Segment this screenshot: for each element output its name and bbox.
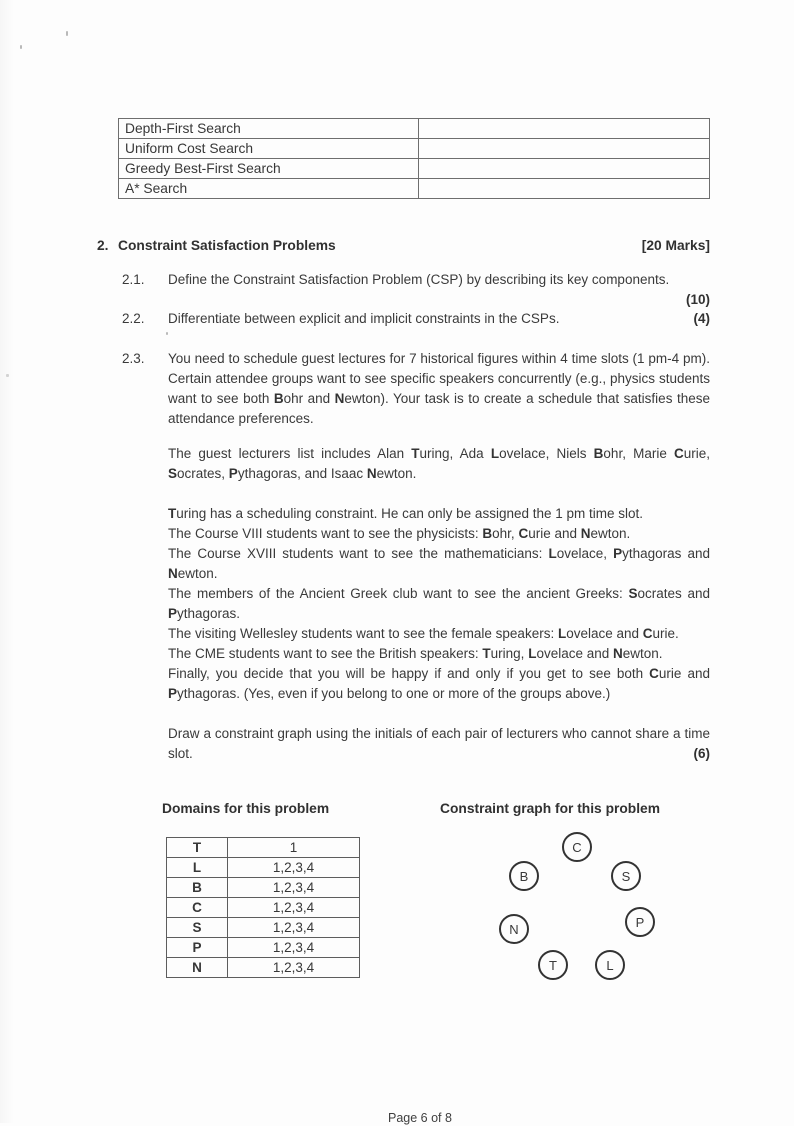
- question-intro-paragraph: You need to schedule guest lectures for 7 historical figures within 4 time slots (1 pm-4 pm). Certain attendee groups want to see specific speakers concurrently (e.g., physics students want to see both Bohr and Newton). Your task is to create a schedule that satisfies these attendance preferences.: [168, 351, 710, 426]
- domain-cell: 1,2,3,4: [228, 878, 360, 898]
- graph-node-S: S: [611, 861, 641, 891]
- domains-heading: Domains for this problem: [162, 801, 330, 816]
- section-header: [97, 236, 710, 256]
- table-row: [119, 139, 710, 159]
- question-number: 2.1.: [122, 272, 145, 287]
- graph-node-B: B: [509, 861, 539, 891]
- table-row: [167, 878, 360, 898]
- constraints-list: [168, 504, 710, 704]
- variable-cell: N: [167, 958, 228, 978]
- domain-cell: 1,2,3,4: [228, 958, 360, 978]
- section-number: 2.: [97, 238, 109, 253]
- question-text: Differentiate between explicit and implicit constraints in the CSPs.: [168, 311, 560, 326]
- scan-speck: [6, 374, 9, 377]
- constraint-line: Turing has a scheduling constraint. He can only be assigned the 1 pm time slot.: [168, 506, 644, 521]
- table-row: [167, 898, 360, 918]
- graph-node-P: P: [625, 907, 655, 937]
- table-row: [167, 958, 360, 978]
- question-marks: (4): [693, 311, 710, 326]
- question-marks: (6): [693, 746, 710, 761]
- question-number: 2.2.: [122, 311, 145, 326]
- scan-edge-artifact: [0, 0, 14, 1123]
- answer-cell: [419, 139, 710, 159]
- search-algorithms-table: [118, 118, 710, 199]
- answer-cell: [419, 119, 710, 139]
- table-row: [119, 159, 710, 179]
- table-row: [167, 858, 360, 878]
- question-number: 2.3.: [122, 351, 145, 366]
- algorithm-cell: Greedy Best-First Search: [119, 159, 419, 179]
- lecturers-paragraph: The guest lecturers list includes Alan Turing, Ada Lovelace, Niels Bohr, Marie Curie, Socrates, Pythagoras, and Isaac Newton.: [168, 446, 711, 481]
- table-row: [119, 119, 710, 139]
- variable-cell: L: [167, 858, 228, 878]
- domain-cell: 1,2,3,4: [228, 898, 360, 918]
- table-row: [119, 179, 710, 199]
- question-text: Define the Constraint Satisfaction Problem (CSP) by describing its key components.: [168, 272, 670, 287]
- domain-cell: 1,2,3,4: [228, 938, 360, 958]
- section-marks: [20 Marks]: [641, 238, 710, 253]
- question-marks: (10): [685, 292, 710, 307]
- domain-cell: 1: [228, 838, 360, 858]
- task-paragraph: [168, 724, 710, 764]
- table-row: [167, 838, 360, 858]
- section-title: Constraint Satisfaction Problems: [118, 238, 336, 253]
- question-2-1: [122, 270, 710, 310]
- algorithm-cell: A* Search: [119, 179, 419, 199]
- constraint-graph-heading: Constraint graph for this problem: [440, 801, 660, 816]
- algorithm-cell: Depth-First Search: [119, 119, 419, 139]
- domains-table: [166, 837, 360, 978]
- question-2-2: [122, 309, 710, 329]
- constraint-line: Finally, you decide that you will be happy if and only if you get to see both Curie and Pythagoras. (Yes, even if you belong to one or more of the groups above.): [168, 666, 710, 701]
- variable-cell: T: [167, 838, 228, 858]
- graph-node-N: N: [499, 914, 529, 944]
- graph-node-C: C: [562, 832, 592, 862]
- constraint-line: The Course XVIII students want to see the mathematicians: Lovelace, Pythagoras and Newton.: [168, 546, 710, 581]
- answer-cell: [419, 179, 710, 199]
- variable-cell: B: [167, 878, 228, 898]
- variable-cell: C: [167, 898, 228, 918]
- scan-speck: [20, 45, 22, 49]
- domain-cell: 1,2,3,4: [228, 918, 360, 938]
- question-2-3: [122, 349, 710, 764]
- page-footer: Page 6 of 8: [388, 1111, 452, 1125]
- variable-cell: S: [167, 918, 228, 938]
- constraint-line: The visiting Wellesley students want to see the female speakers: Lovelace and Curie.: [168, 626, 679, 641]
- table-row: [167, 918, 360, 938]
- algorithm-cell: Uniform Cost Search: [119, 139, 419, 159]
- constraint-line: The Course VIII students want to see the physicists: Bohr, Curie and Newton.: [168, 526, 631, 541]
- scan-speck: [166, 332, 168, 335]
- table-row: [167, 938, 360, 958]
- variable-cell: P: [167, 938, 228, 958]
- constraint-line: The members of the Ancient Greek club want to see the ancient Greeks: Socrates and Pythagoras.: [168, 586, 710, 621]
- answer-cell: [419, 159, 710, 179]
- constraint-line: The CME students want to see the British speakers: Turing, Lovelace and Newton.: [168, 646, 663, 661]
- scan-speck: [66, 31, 68, 36]
- domain-cell: 1,2,3,4: [228, 858, 360, 878]
- task-text: Draw a constraint graph using the initials of each pair of lecturers who cannot share a time slot.: [168, 726, 710, 761]
- graph-node-T: T: [538, 950, 568, 980]
- graph-node-L: L: [595, 950, 625, 980]
